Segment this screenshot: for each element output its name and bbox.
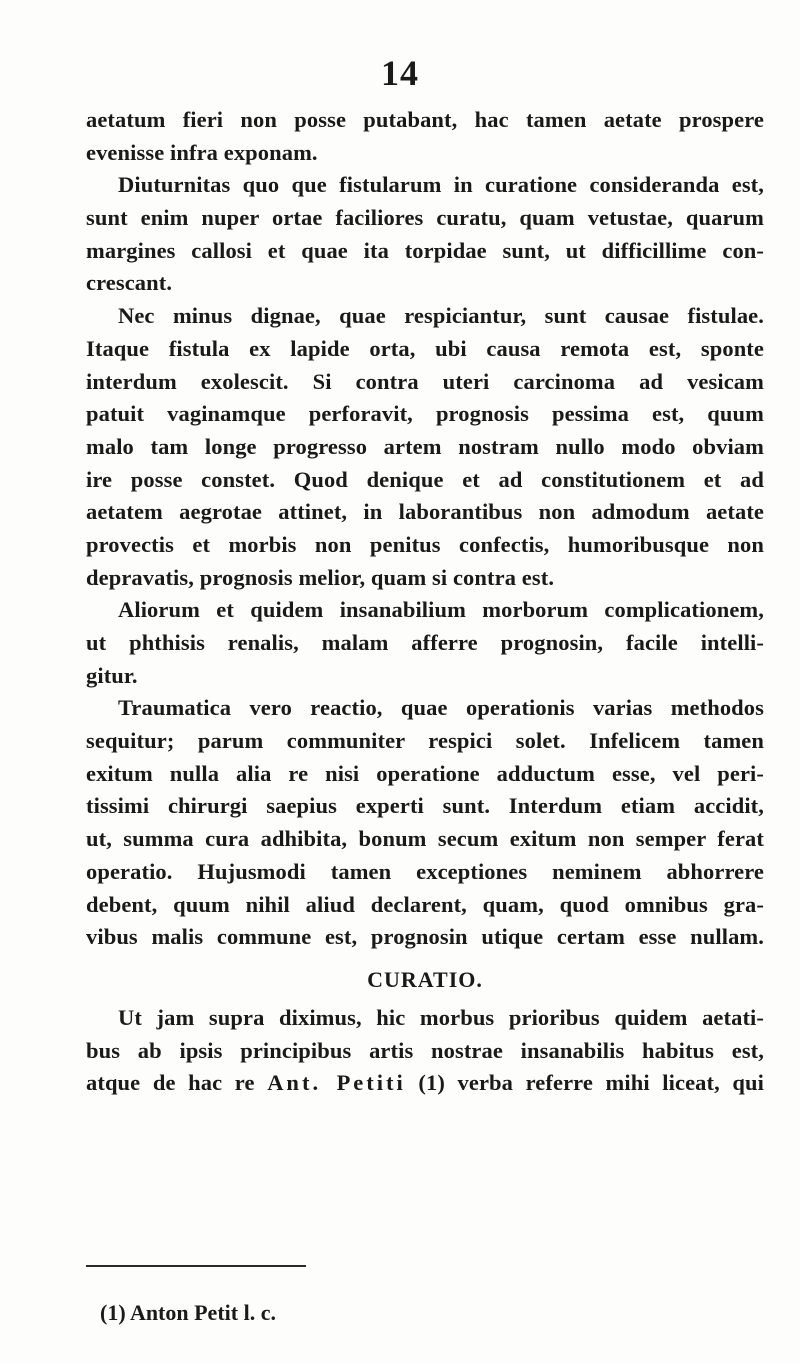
text-line: operatio. Hujusmodi tamen exceptiones neminem abhorrere [86, 858, 764, 884]
text-line: vibus malis commune est, prognosin utique certam esse nullam. [86, 924, 764, 950]
text-line: malo tam longe progresso artem nostram nullo modo obviam [86, 433, 764, 459]
footnote-rule [86, 1265, 306, 1267]
text-line [86, 1067, 764, 1100]
text-line: exitum nulla alia re nisi operatione adductum esse, vel peri- [86, 760, 764, 786]
cited-author: Ant. Petiti [267, 1070, 406, 1096]
text-line: evenisse infra exponam. [86, 139, 318, 165]
text-line: ut phthisis renalis, malam afferre prognosin, facile intelli- [86, 630, 764, 655]
text-line: depravatis, prognosis melior, quam si contra est. [86, 564, 555, 590]
text-line: bus ab ipsis principibus artis nostrae insanabilis habitus est, [86, 1037, 764, 1063]
text-line: ire posse constet. Quod denique et ad constitutionem et ad [86, 466, 764, 492]
text-line: Nec minus dignae, quae respiciantur, sunt causae fistulae. [118, 303, 764, 329]
text-line: Ut jam supra diximus, hic morbus prioribus quidem aetati- [118, 1004, 764, 1030]
text-line: Diuturnitas quo que fistularum in curatione consideranda est, [118, 172, 764, 198]
body-text [86, 104, 764, 1100]
text-fragment: atque de hac re [86, 1070, 268, 1096]
text-line: sequitur; parum communiter respici solet. Infelicem tamen [86, 728, 764, 754]
section-heading: CURATIO. [367, 966, 483, 992]
text-line: aetatem aegrotae attinet, in laborantibus non admodum aetate [86, 499, 764, 525]
text-line: aetatum fieri non posse putabant, hac tamen aetate prospere [86, 107, 764, 132]
text-fragment: (1) verba referre mihi liceat, qui [405, 1070, 764, 1096]
page-number: 14 [381, 53, 419, 93]
text-line: tissimi chirurgi saepius experti sunt. Interdum etiam accidit, [86, 793, 764, 819]
text-line: margines callosi et quae ita torpidae sunt, ut difficillime con- [86, 237, 764, 263]
text-line: Aliorum et quidem insanabilium morborum complicationem, [118, 597, 764, 623]
text-line: gitur. [86, 662, 138, 688]
text-line: Itaque fistula ex lapide orta, ubi causa remota est, sponte [86, 335, 764, 361]
text-line: ut, summa cura adhibita, bonum secum exitum non semper ferat [86, 826, 764, 852]
text-line: Traumatica vero reactio, quae operationis varias methodos [118, 695, 764, 721]
text-line: patuit vaginamque perforavit, prognosis pessima est, quum [86, 401, 764, 427]
text-line: crescant. [86, 270, 173, 296]
text-line: provectis et morbis non penitus confectis, humoribusque non [86, 531, 764, 557]
text-line: debent, quum nihil aliud declarent, quam, quod omnibus gra- [86, 891, 764, 917]
footnote: (1) Anton Petit l. c. [100, 1300, 276, 1325]
text-line: interdum exolescit. Si contra uteri carcinoma ad vesicam [86, 368, 764, 394]
text-line: sunt enim nuper ortae faciliores curatu, quam vetustae, quarum [86, 205, 764, 231]
